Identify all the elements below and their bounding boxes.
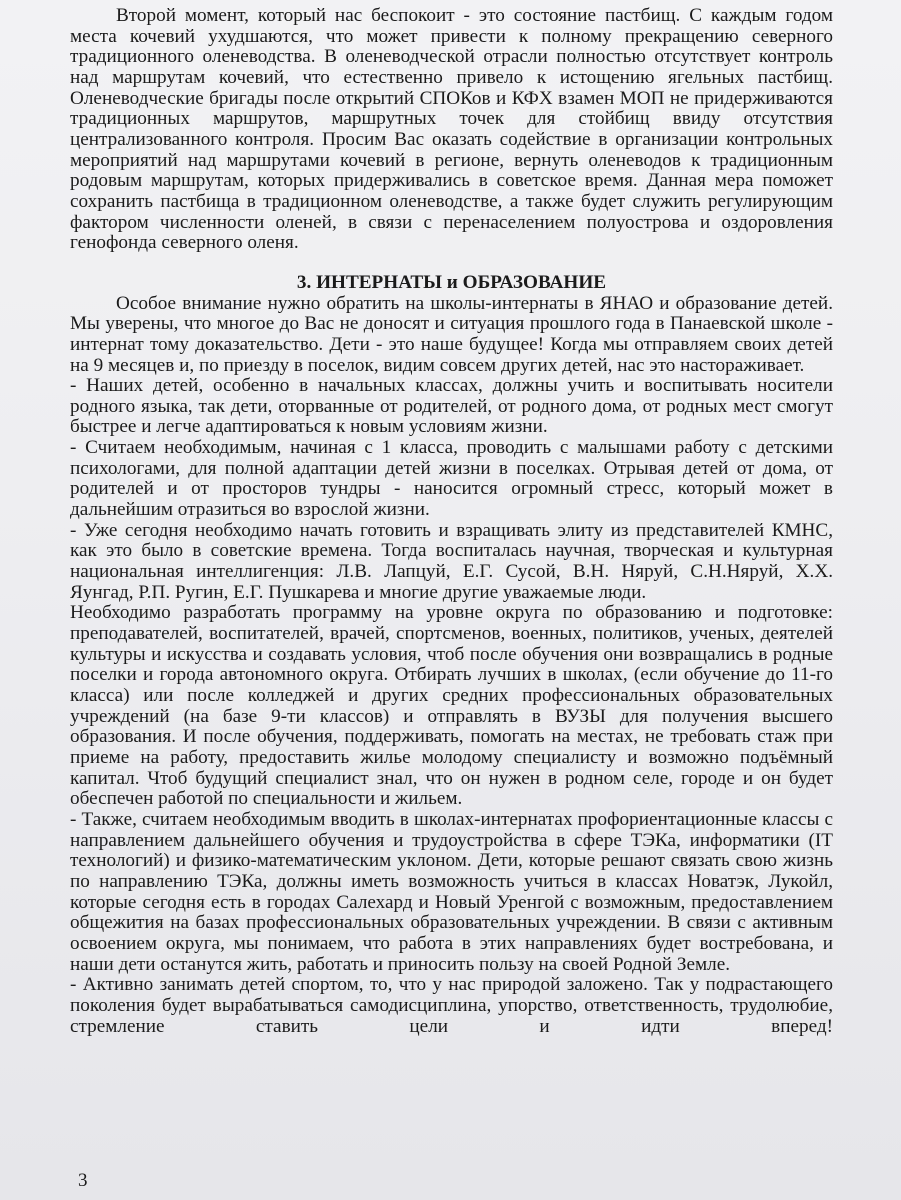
section-heading: 3. ИНТЕРНАТЫ и ОБРАЗОВАНИЕ (296, 271, 607, 293)
point-elite: - Уже сегодня необходимо начать готовить и взращивать элиту из представителей КМНС, как это было в советские времена. Тогда воспиталась научная, творческая и культурная национальная интеллигенция: Л.В. Лапцуй, Е.Г. Сусой, В.Н. Няруй, С.Н.Няруй, Х.Х. Яунгад, Р.П. Ругин, Е.Г. Пушкарева и многие другие уважаемые люди. (70, 519, 833, 603)
document-body (70, 6, 833, 1037)
point-psychologists: - Считаем необходимым, начиная с 1 класса, проводить с малышами работу с детскими психологами, для полной адаптации детей жизни в поселках. Отрывая детей от дома, от родителей и от просторов тундры - наносится огромный стресс, который может в дальнейшим отразиться во взрослой жизни. (70, 437, 833, 521)
point-career-classes: - Также, считаем необходимым вводить в школах-интернатах профориентационные классы с направлением дальнейшего обучения и трудоустройства в сфере ТЭКа, информатики (IT технологий) и физико-математическим уклоном. Дети, которые решают связать свою жизнь по направлению ТЭКа, должны иметь возможность учиться в классах Новатэк, Лукойл, которые сегодня есть в городах Салехард и Новый Уренгой с возможным, предоставлением общежития на базах профессиональных образовательных учреждении. В связи с активным освоением округа, мы понимаем, что работа в этих направлениях будет востребована, и наши дети останутся жить, работать и приносить пользу на своей Родной Земле. (70, 808, 833, 975)
point-native-language: - Наших детей, особенно в начальных классах, должны учить и воспитывать носители родного языка, так дети, оторванные от родителей, от родного дома, от родных мест смогут быстрее и легче адаптироваться к новым условиям жизни. (70, 375, 833, 438)
page-number: 3 (78, 1170, 88, 1191)
pastures-paragraph: Второй момент, который нас беспокоит - это состояние пастбищ. С каждым годом места кочевий ухудшаются, что может привести к полному прекращению северного традиционного оленеводства. В оленеводческой отрасли полностью отсутствует контроль над маршрутам кочевий, что естественно привело к истощению ягельных пастбищ. Оленеводческие бригады после открытий СПОКов и КФХ взамен МОП не придерживаются традиционных маршрутов, маршрутных точек для стойбищ ввиду отсутствия централизованного контроля. Просим Вас оказать содействие в организации контрольных мероприятий над маршрутами кочевий в регионе, вернуть оленеводов к традиционным родовым маршрутам, которых придерживались в советское время. Данная мера поможет сохранить пастбища в традиционном оленеводстве, а также будет служить регулирующим фактором численности оленей, в связи с перенаселением полуострова и оздоровления генофонда северного оленя. (70, 5, 833, 254)
section-intro-paragraph: Особое внимание нужно обратить на школы-интернаты в ЯНАО и образование детей. Мы уверены, что многое до Вас не доносят и ситуация прошлого года в Панаевской школе - интернат тому доказательство. Дети - это наше будущее! Когда мы отправляем своих детей на 9 месяцев и, по приезду в поселок, видим совсем других детей, нас это настораживает. (70, 292, 833, 376)
point-sports: - Активно занимать детей спортом, то, что у нас природой заложено. Так у подрастающего поколения будет вырабатываться самодисциплина, упорство, ответственность, трудолюбие, стремление ставить цели и идти вперед! (70, 974, 833, 1037)
program-paragraph: Необходимо разработать программу на уровне округа по образованию и подготовке: преподавателей, воспитателей, врачей, спортсменов, военных, политиков, ученых, деятелей культуры и искусства и создавать условия, чтоб после обучения они возвращались в родные поселки и города автономного округа. Отбирать лучших в школах, (если обучение до 11-го класса) или после колледжей и других средних профессиональных образовательных учреждений (на базе 9-ти классов) и отправлять в ВУЗЫ для получения высшего образования. И после обучения, поддерживать, помогать на местах, не требовать стаж при приеме на работу, предоставить жилье молодому специалисту и возможно подъёмный капитал. Чтоб будущий специалист знал, что он нужен в родном селе, городе и он будет обеспечен работой по специальности и жильем. (70, 602, 833, 810)
